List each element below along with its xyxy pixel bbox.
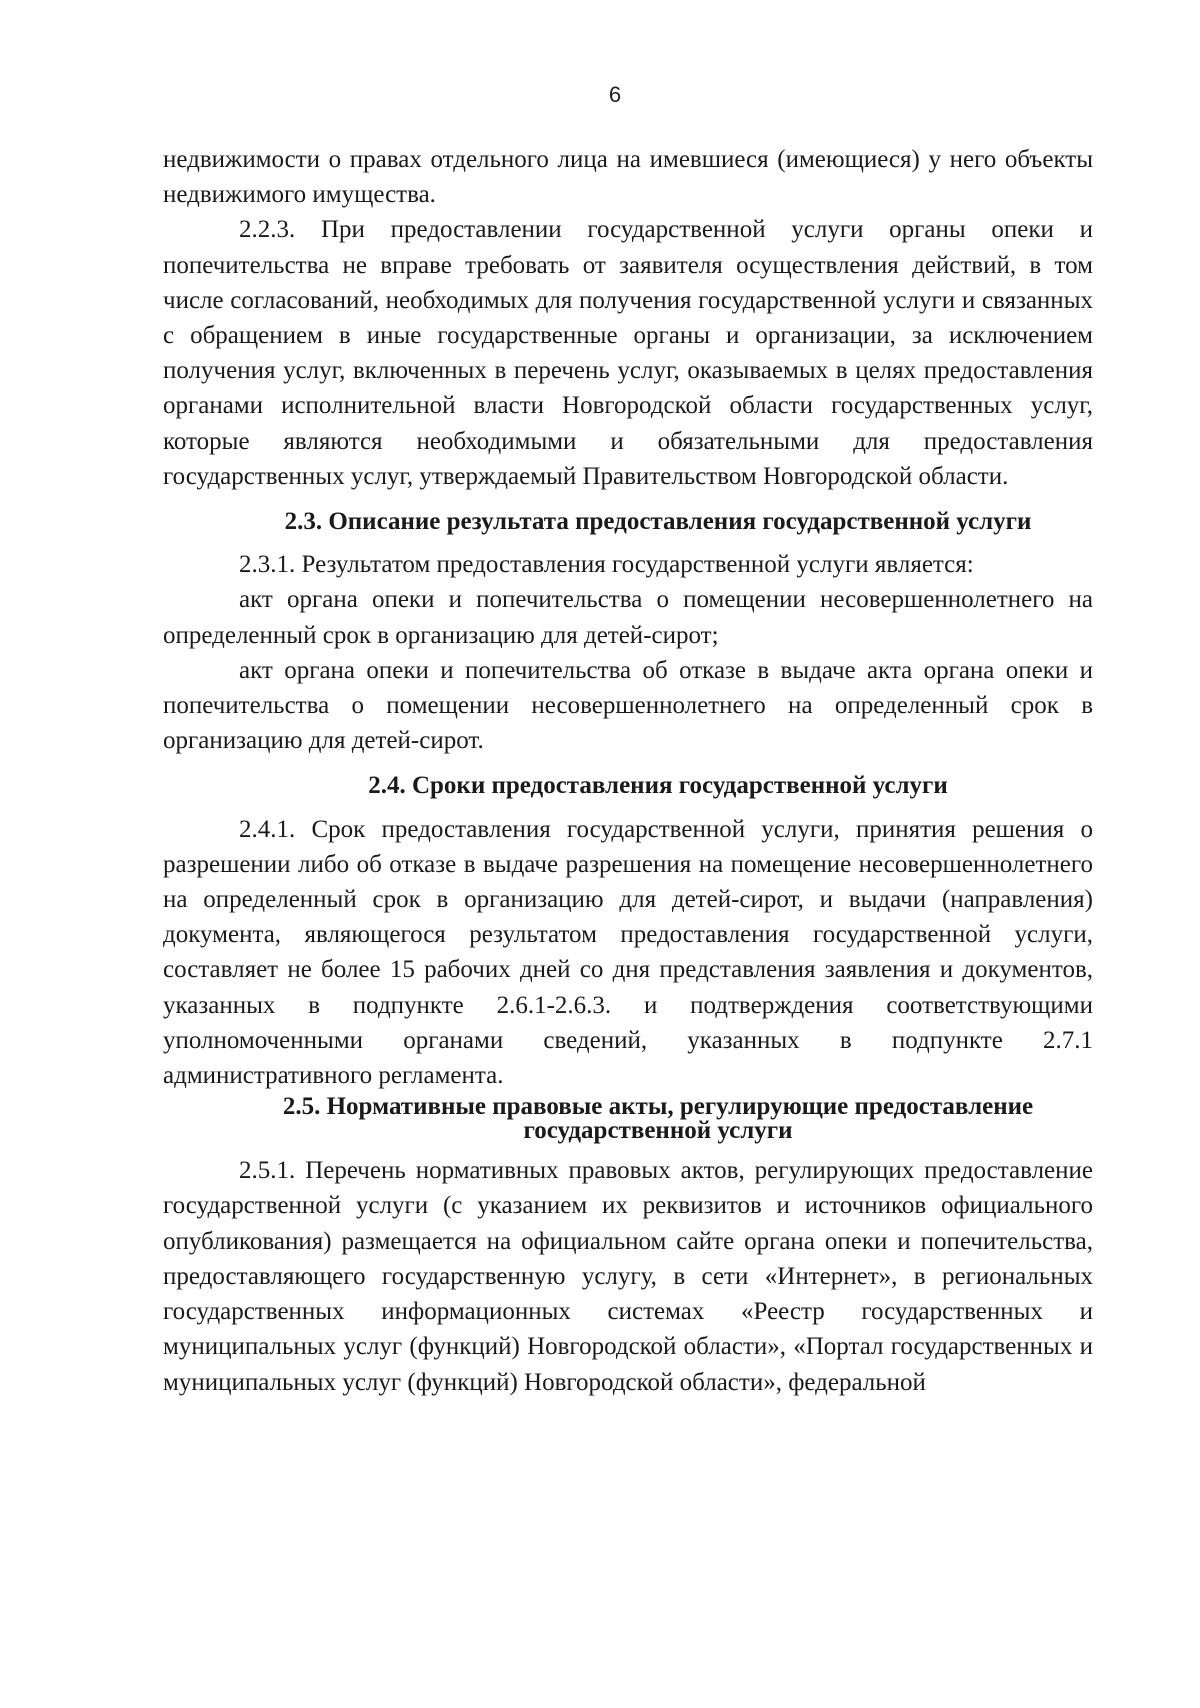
- section-heading-2-5: [163, 1095, 1093, 1143]
- paragraph-2-2-3: 2.2.3. При предоставлении государственной услуги органы опеки и попечительства не вправе требовать от заявителя осуществления действий, в том числе согласований, необходимых для получения государственной услуги и связанных с обращением в иные государственные органы и организации, за исключением получения услуг, включенных в перечень услуг, оказываемых в целях предоставления органами исполнительной власти Новгородской области государственных услуг, которые являются необходимыми и обязательными для предоставления государственных услуг, утверждаемый Правительством Новгородской области.: [163, 216, 1093, 490]
- paragraph-2-5-1: 2.5.1. Перечень нормативных правовых актов, регулирующих предоставление государственной услуги (с указанием их реквизитов и источников официального опубликования) размещается на официальном сайте органа опеки и попечительства, предоставляющего государственную услугу, в сети «Интернет», в региональных государственных информационных системах «Реестр государственных и муниципальных услуг (функций) Новгородской области», «Портал государственных и муниципальных услуг (функций) Новгородской области», федеральной: [163, 1157, 1093, 1396]
- section-heading-2-3: 2.3. Описание результата предоставления государственной услуги: [284, 508, 1032, 536]
- section-heading-2-4: 2.4. Сроки предоставления государственной услуги: [368, 772, 948, 800]
- section-heading-2-5-line1: 2.5. Нормативные правовые акты, регулирующие предоставление: [282, 1093, 1034, 1121]
- document-body: [163, 142, 1093, 1400]
- section-heading-2-5-line2: государственной услуги: [523, 1117, 793, 1145]
- paragraph-result-act: акт органа опеки и попечительства о помещении несовершеннолетнего на определенный срок в организацию для детей-сирот;: [163, 586, 1093, 649]
- paragraph-2-4-1: 2.4.1. Срок предоставления государственной услуги, принятия решения о разрешении либо об отказе в выдаче разрешения на помещение несовершеннолетнего на определенный срок в организацию для детей-сирот, и выдачи (направления) документа, являющегося результатом предоставления государственной услуги, составляет не более 15 рабочих дней со дня представления заявления и документов, указанных в подпункте 2.6.1-2.6.3. и подтверждения соответствующими уполномоченными органами сведений, указанных в подпункте 2.7.1 административного регламента.: [163, 815, 1093, 1090]
- page-number: 6: [608, 82, 622, 107]
- paragraph-continuation: недвижимости о правах отдельного лица на имевшиеся (имеющиеся) у него объекты недвижимого имущества.: [163, 146, 1093, 209]
- paragraph-refusal-act: акт органа опеки и попечительства об отказе в выдаче акта органа опеки и попечительства о помещении несовершеннолетнего на определенный срок в организацию для детей-сирот.: [163, 656, 1093, 755]
- paragraph-2-3-1: 2.3.1. Результатом предоставления государственной услуги является:: [239, 551, 974, 579]
